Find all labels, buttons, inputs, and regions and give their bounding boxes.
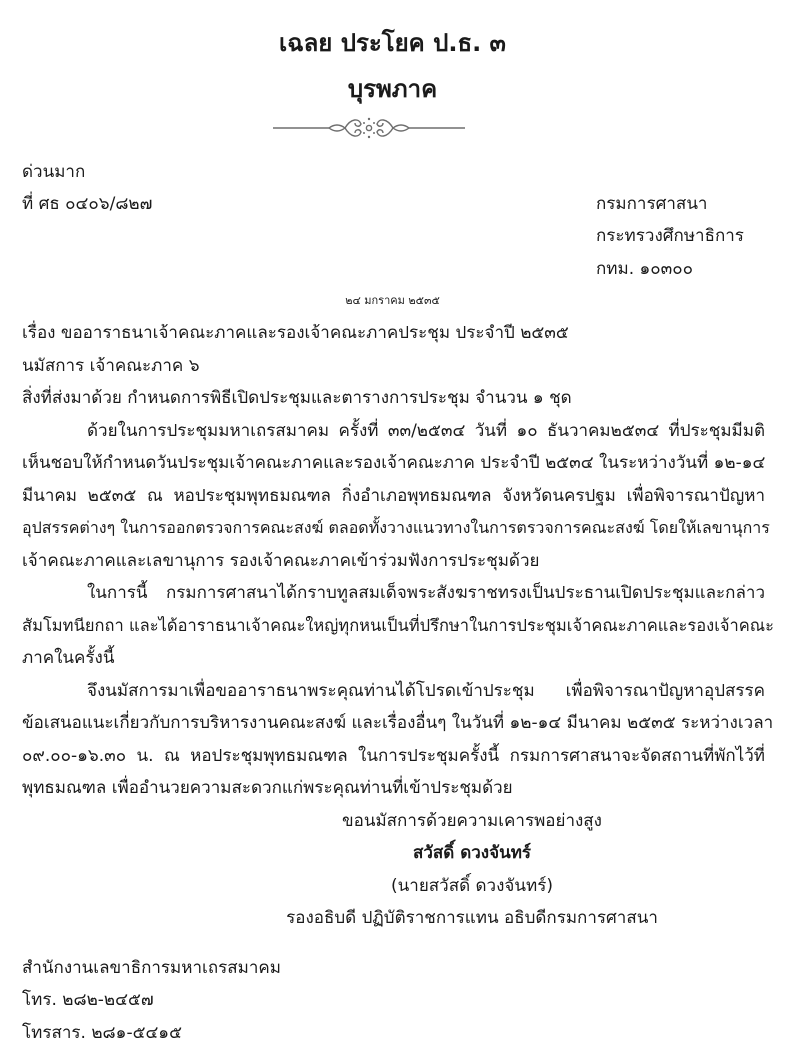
org-line-1: กรมการศาสนา xyxy=(596,194,708,214)
reference-number: ที่ ศธ ๐๔๐๖/๘๒๗ xyxy=(22,194,153,214)
body-line: มีนาคม ๒๕๓๕ ณ หอประชุมพุทธมณฑล กิ่งอำเภอพุทธมณฑล จังหวัดนครปฐม เพื่อพิจารณาปัญหา xyxy=(22,486,765,506)
signature-name: สวัสดิ์ ดวงจันทร์ xyxy=(412,843,532,863)
body-line: พุทธมณฑล เพื่ออำนวยความสะดวกแก่พระคุณท่านที่เข้าประชุมด้วย xyxy=(22,778,513,798)
body-line: สัมโมทนียกถา และได้อาราธนาเจ้าคณะใหญ่ทุกหนเป็นที่ปรึกษาในการประชุมเจ้าคณะภาคและรองเจ้าคณะ xyxy=(22,616,774,635)
ornament-divider-icon xyxy=(271,113,467,143)
body-line: ๐๙.๐๐-๑๖.๓๐ น. ณ หอประชุมพุทธมณฑล ในการประชุมครั้งนี้ กรมการศาสนาจะจัดสถานที่พักไว้ที่ xyxy=(22,746,765,766)
letter-date: ๒๔ มกราคม ๒๕๓๕ xyxy=(345,294,440,307)
body-line: ด้วยในการประชุมมหาเถรสมาคม ครั้งที่ ๓๓/๒๕๓๔ วันที่ ๑๐ ธันวาคม๒๕๓๔ ที่ประชุมมีมติ xyxy=(87,421,765,441)
footer-office: สำนักงานเลขาธิการมหาเถรสมาคม xyxy=(22,958,281,978)
urgency-label: ด่วนมาก xyxy=(22,162,86,182)
letter-subject: เรื่อง ขออาราธนาเจ้าคณะภาคและรองเจ้าคณะภาคประชุม ประจำปี ๒๕๓๕ xyxy=(22,323,569,343)
body-line: จึงนมัสการมาเพื่อขออาราธนาพระคุณท่านได้โปรดเข้าประชุม เพื่อพิจารณาปัญหาอุปสรรค xyxy=(87,681,765,701)
body-line: ภาคในครั้งนี้ xyxy=(22,648,115,668)
body-line: ข้อเสนอแนะเกี่ยวกับการบริหารงานคณะสงฆ์ และเรื่องอื่นๆ ในวันที่ ๑๒-๑๔ มีนาคม ๒๕๓๕ ระหว่างเวลา xyxy=(22,713,774,733)
body-line: อุปสรรคต่างๆ ในการออกตรวจการคณะสงฆ์ ตลอดทั้งวางแนวทางในการตรวจการคณะสงฆ์ โดยให้เลขานุการ xyxy=(22,518,770,537)
body-line: เห็นชอบให้กำหนดวันประชุมเจ้าคณะภาคและรองเจ้าคณะภาค ประจำปี ๒๕๓๔ ในระหว่างวันที่ ๑๒-๑๔ xyxy=(22,453,766,473)
letter-salutation: นมัสการ เจ้าคณะภาค ๖ xyxy=(22,356,200,376)
footer-fax: โทรสาร. ๒๘๑-๕๔๑๕ xyxy=(22,1023,182,1043)
footer-tel: โทร. ๒๘๒-๒๔๕๗ xyxy=(22,990,154,1010)
org-line-3: กทม. ๑๐๓๐๐ xyxy=(596,259,694,279)
closing-line: ขอนมัสการด้วยความเคารพอย่างสูง xyxy=(342,811,602,831)
signature-full-name: (นายสวัสดิ์ ดวงจันทร์) xyxy=(391,876,553,896)
page-title: เฉลย ประโยค ป.ธ. ๓ xyxy=(279,29,506,57)
body-line: เจ้าคณะภาคและเลขานุการ รองเจ้าคณะภาคเข้าร่วมฟังการประชุมด้วย xyxy=(22,551,540,571)
org-line-2: กระทรวงศึกษาธิการ xyxy=(596,226,744,246)
page-subtitle: บุรพภาค xyxy=(347,75,438,103)
body-line: ในการนี้ กรมการศาสนาได้กราบทูลสมเด็จพระสังฆราชทรงเป็นประธานเปิดประชุมและกล่าว xyxy=(87,583,765,603)
letter-enclosure: สิ่งที่ส่งมาด้วย กำหนดการพิธีเปิดประชุมและตารางการประชุม จำนวน ๑ ชุด xyxy=(22,388,572,408)
signature-position: รองอธิบดี ปฏิบัติราชการแทน อธิบดีกรมการศาสนา xyxy=(286,908,658,928)
